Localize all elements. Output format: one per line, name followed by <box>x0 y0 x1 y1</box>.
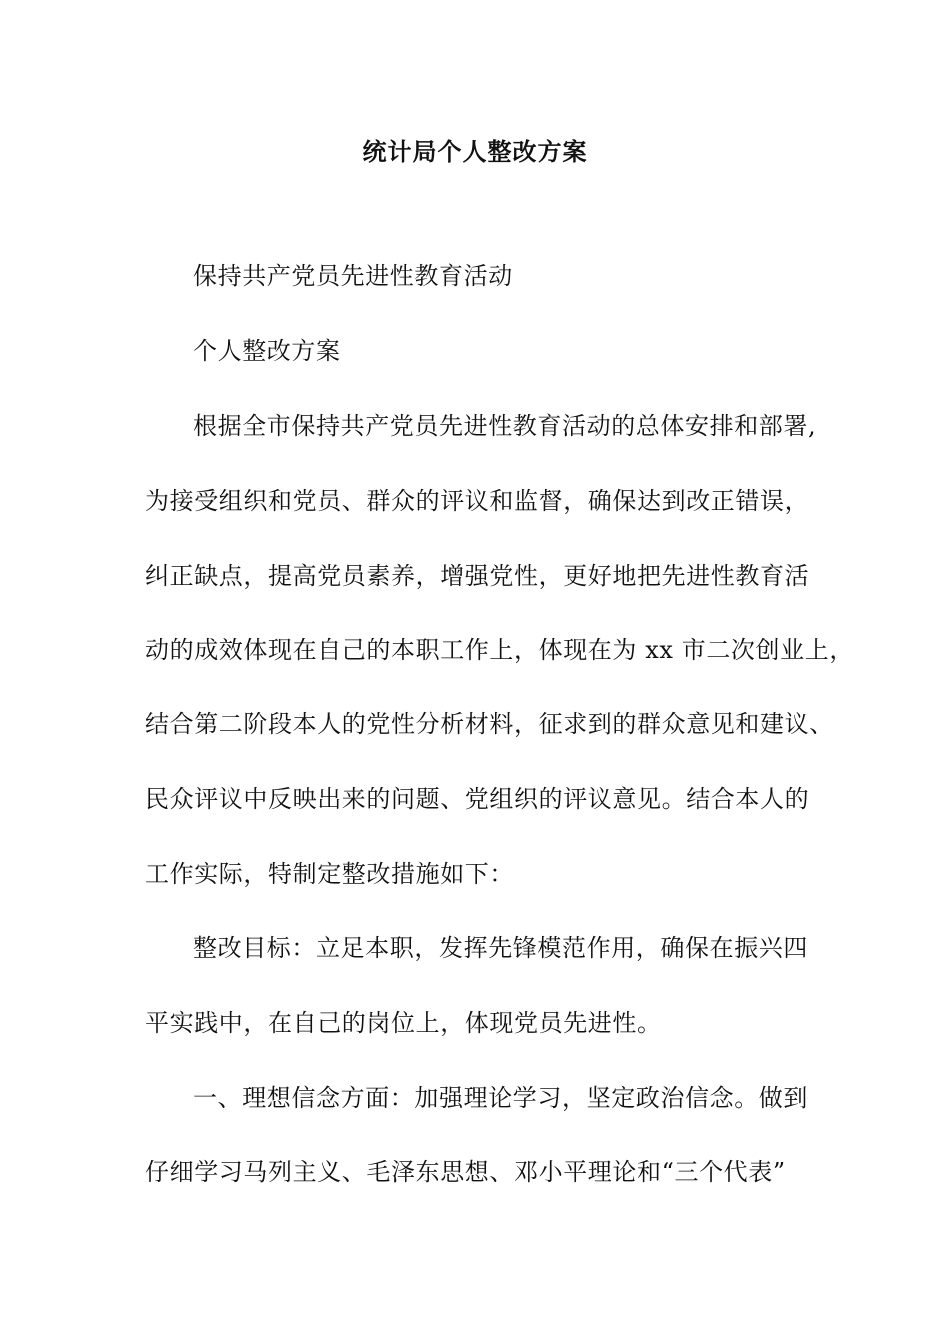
paragraph-line: 动的成效体现在自己的本职工作上，体现在为 xx 市二次创业上， <box>145 636 854 664</box>
paragraph-line: 民众评议中反映出来的问题、党组织的评议意见。结合本人的 <box>145 785 810 813</box>
paragraph-line: 纠正缺点，提高党员素养，增强党性，更好地把先进性教育活 <box>145 562 810 590</box>
paragraph-line: 结合第二阶段本人的党性分析材料，征求到的群众意见和建议、 <box>145 710 834 738</box>
paragraph-line: 一、理想信念方面：加强理论学习，坚定政治信念。做到 <box>193 1084 808 1112</box>
paragraph-line: 保持共产党员先进性教育活动 <box>193 262 513 290</box>
paragraph-line: 仔细学习马列主义、毛泽东思想、邓小平理论和“三个代表” <box>145 1158 786 1186</box>
paragraph-line: 工作实际，特制定整改措施如下： <box>145 860 514 888</box>
document-title: 统计局个人整改方案 <box>362 137 588 166</box>
paragraph-line: 根据全市保持共产党员先进性教育活动的总体安排和部署, <box>193 412 817 440</box>
paragraph-line: 为接受组织和党员、群众的评议和监督，确保达到改正错误， <box>145 487 810 515</box>
paragraph-line: 个人整改方案 <box>193 337 341 365</box>
paragraph-line: 平实践中，在自己的岗位上，体现党员先进性。 <box>145 1009 662 1037</box>
paragraph-line: 整改目标：立足本职，发挥先锋模范作用，确保在振兴四 <box>193 934 808 962</box>
